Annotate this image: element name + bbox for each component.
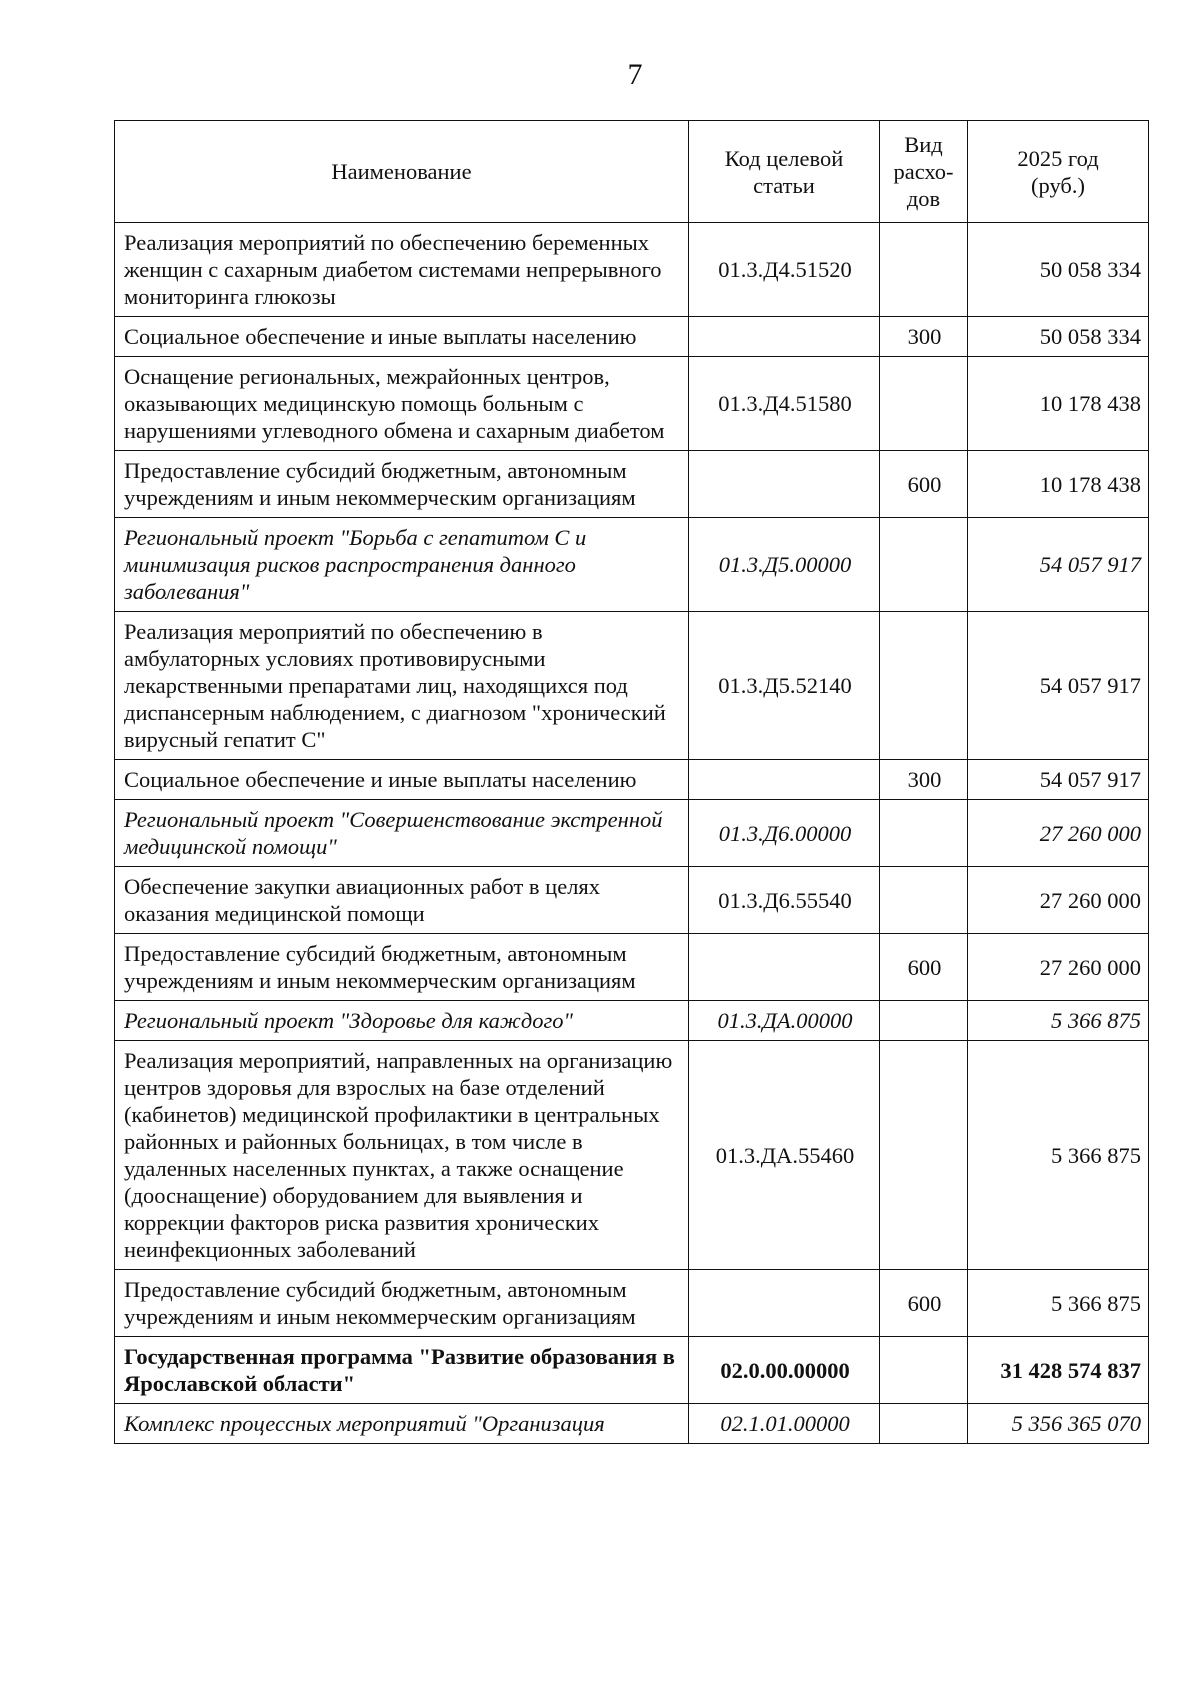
- row-type: [880, 1001, 968, 1041]
- row-sum: 27 260 000: [968, 867, 1149, 934]
- row-code: [689, 317, 880, 357]
- row-sum: 5 366 875: [968, 1270, 1149, 1337]
- row-name: Предоставление субсидий бюджетным, автономным учреждениям и иным некоммерческим организациям: [115, 934, 689, 1001]
- table-row-project: [115, 518, 1149, 612]
- table-row: [115, 317, 1149, 357]
- table-row-project: [115, 800, 1149, 867]
- row-type: [880, 867, 968, 934]
- row-type: 300: [880, 760, 968, 800]
- row-code: 01.3.ДА.00000: [689, 1001, 880, 1041]
- table-row: [115, 357, 1149, 451]
- row-sum: 5 356 365 070: [968, 1404, 1149, 1444]
- row-code: 01.3.Д5.52140: [689, 612, 880, 760]
- table-row-program: [115, 1337, 1149, 1404]
- row-type: 300: [880, 317, 968, 357]
- row-type: [880, 800, 968, 867]
- row-name: Оснащение региональных, межрайонных центров, оказывающих медицинскую помощь больным с нарушениями углеводного обмена и сахарным диабетом: [115, 357, 689, 451]
- row-name: Социальное обеспечение и иные выплаты населению: [115, 760, 689, 800]
- row-code: 01.3.Д5.00000: [689, 518, 880, 612]
- row-type: [880, 518, 968, 612]
- table-row-project: [115, 1001, 1149, 1041]
- budget-table: [114, 120, 1149, 1444]
- row-name: Региональный проект "Совершенствование экстренной медицинской помощи": [115, 800, 689, 867]
- row-sum: 54 057 917: [968, 760, 1149, 800]
- row-sum: 10 178 438: [968, 357, 1149, 451]
- table-row: [115, 1041, 1149, 1270]
- row-name: Социальное обеспечение и иные выплаты населению: [115, 317, 689, 357]
- table-row: [115, 1270, 1149, 1337]
- row-sum: 10 178 438: [968, 451, 1149, 518]
- row-type: 600: [880, 1270, 968, 1337]
- row-code: 01.3.Д6.00000: [689, 800, 880, 867]
- row-type: [880, 1041, 968, 1270]
- row-name: Реализация мероприятий, направленных на организацию центров здоровья для взрослых на базе отделений (кабинетов) медицинской профилактики в центральных районных и районных больницах, в том числе в удаленных населенных пунктах, а также оснащение (дооснащение) оборудованием для выявления и коррекции факторов риска развития хронических неинфекционных заболеваний: [115, 1041, 689, 1270]
- row-sum: 5 366 875: [968, 1041, 1149, 1270]
- table-row: [115, 223, 1149, 317]
- row-name: Предоставление субсидий бюджетным, автономным учреждениям и иным некоммерческим организациям: [115, 1270, 689, 1337]
- table-row: [115, 867, 1149, 934]
- row-name: Реализация мероприятий по обеспечению беременных женщин с сахарным диабетом системами непрерывного мониторинга глюкозы: [115, 223, 689, 317]
- row-sum: 50 058 334: [968, 317, 1149, 357]
- row-sum: 31 428 574 837: [968, 1337, 1149, 1404]
- row-sum: 5 366 875: [968, 1001, 1149, 1041]
- row-name: Комплекс процессных мероприятий "Организация: [115, 1404, 689, 1444]
- row-sum: 27 260 000: [968, 934, 1149, 1001]
- row-sum: 54 057 917: [968, 612, 1149, 760]
- row-name: Обеспечение закупки авиационных работ в целях оказания медицинской помощи: [115, 867, 689, 934]
- table-row: [115, 760, 1149, 800]
- row-type: [880, 357, 968, 451]
- row-name: Реализация мероприятий по обеспечению в амбулаторных условиях противовирусными лекарственными препаратами лиц, находящихся под диспансерным наблюдением, с диагнозом "хронический вирусный гепатит С": [115, 612, 689, 760]
- row-type: [880, 1404, 968, 1444]
- header-code: Код целевой статьи: [689, 121, 880, 223]
- row-code: [689, 934, 880, 1001]
- row-code: 01.3.Д4.51580: [689, 357, 880, 451]
- row-name: Региональный проект "Здоровье для каждого": [115, 1001, 689, 1041]
- row-type: 600: [880, 934, 968, 1001]
- row-code: 01.3.ДА.55460: [689, 1041, 880, 1270]
- row-name: Государственная программа "Развитие образования в Ярославской области": [115, 1337, 689, 1404]
- row-name: Региональный проект "Борьба с гепатитом С и минимизация рисков распространения данного заболевания": [115, 518, 689, 612]
- row-sum: 54 057 917: [968, 518, 1149, 612]
- table-header: [115, 121, 1149, 223]
- row-type: [880, 612, 968, 760]
- table-row-complex: [115, 1404, 1149, 1444]
- row-sum: 27 260 000: [968, 800, 1149, 867]
- header-type: Вид расхо-дов: [880, 121, 968, 223]
- page-number: 7: [627, 58, 643, 91]
- table-row: [115, 934, 1149, 1001]
- row-code: [689, 1270, 880, 1337]
- row-code: 02.1.01.00000: [689, 1404, 880, 1444]
- row-code: 01.3.Д4.51520: [689, 223, 880, 317]
- header-sum: 2025 год (руб.): [968, 121, 1149, 223]
- header-row: [115, 121, 1149, 223]
- row-name: Предоставление субсидий бюджетным, автономным учреждениям и иным некоммерческим организациям: [115, 451, 689, 518]
- row-type: [880, 223, 968, 317]
- row-code: 01.3.Д6.55540: [689, 867, 880, 934]
- row-code: 02.0.00.00000: [689, 1337, 880, 1404]
- row-type: 600: [880, 451, 968, 518]
- row-code: [689, 451, 880, 518]
- table-row: [115, 612, 1149, 760]
- table-body: [115, 223, 1149, 1444]
- table-row: [115, 451, 1149, 518]
- row-type: [880, 1337, 968, 1404]
- header-name: Наименование: [115, 121, 689, 223]
- row-sum: 50 058 334: [968, 223, 1149, 317]
- row-code: [689, 760, 880, 800]
